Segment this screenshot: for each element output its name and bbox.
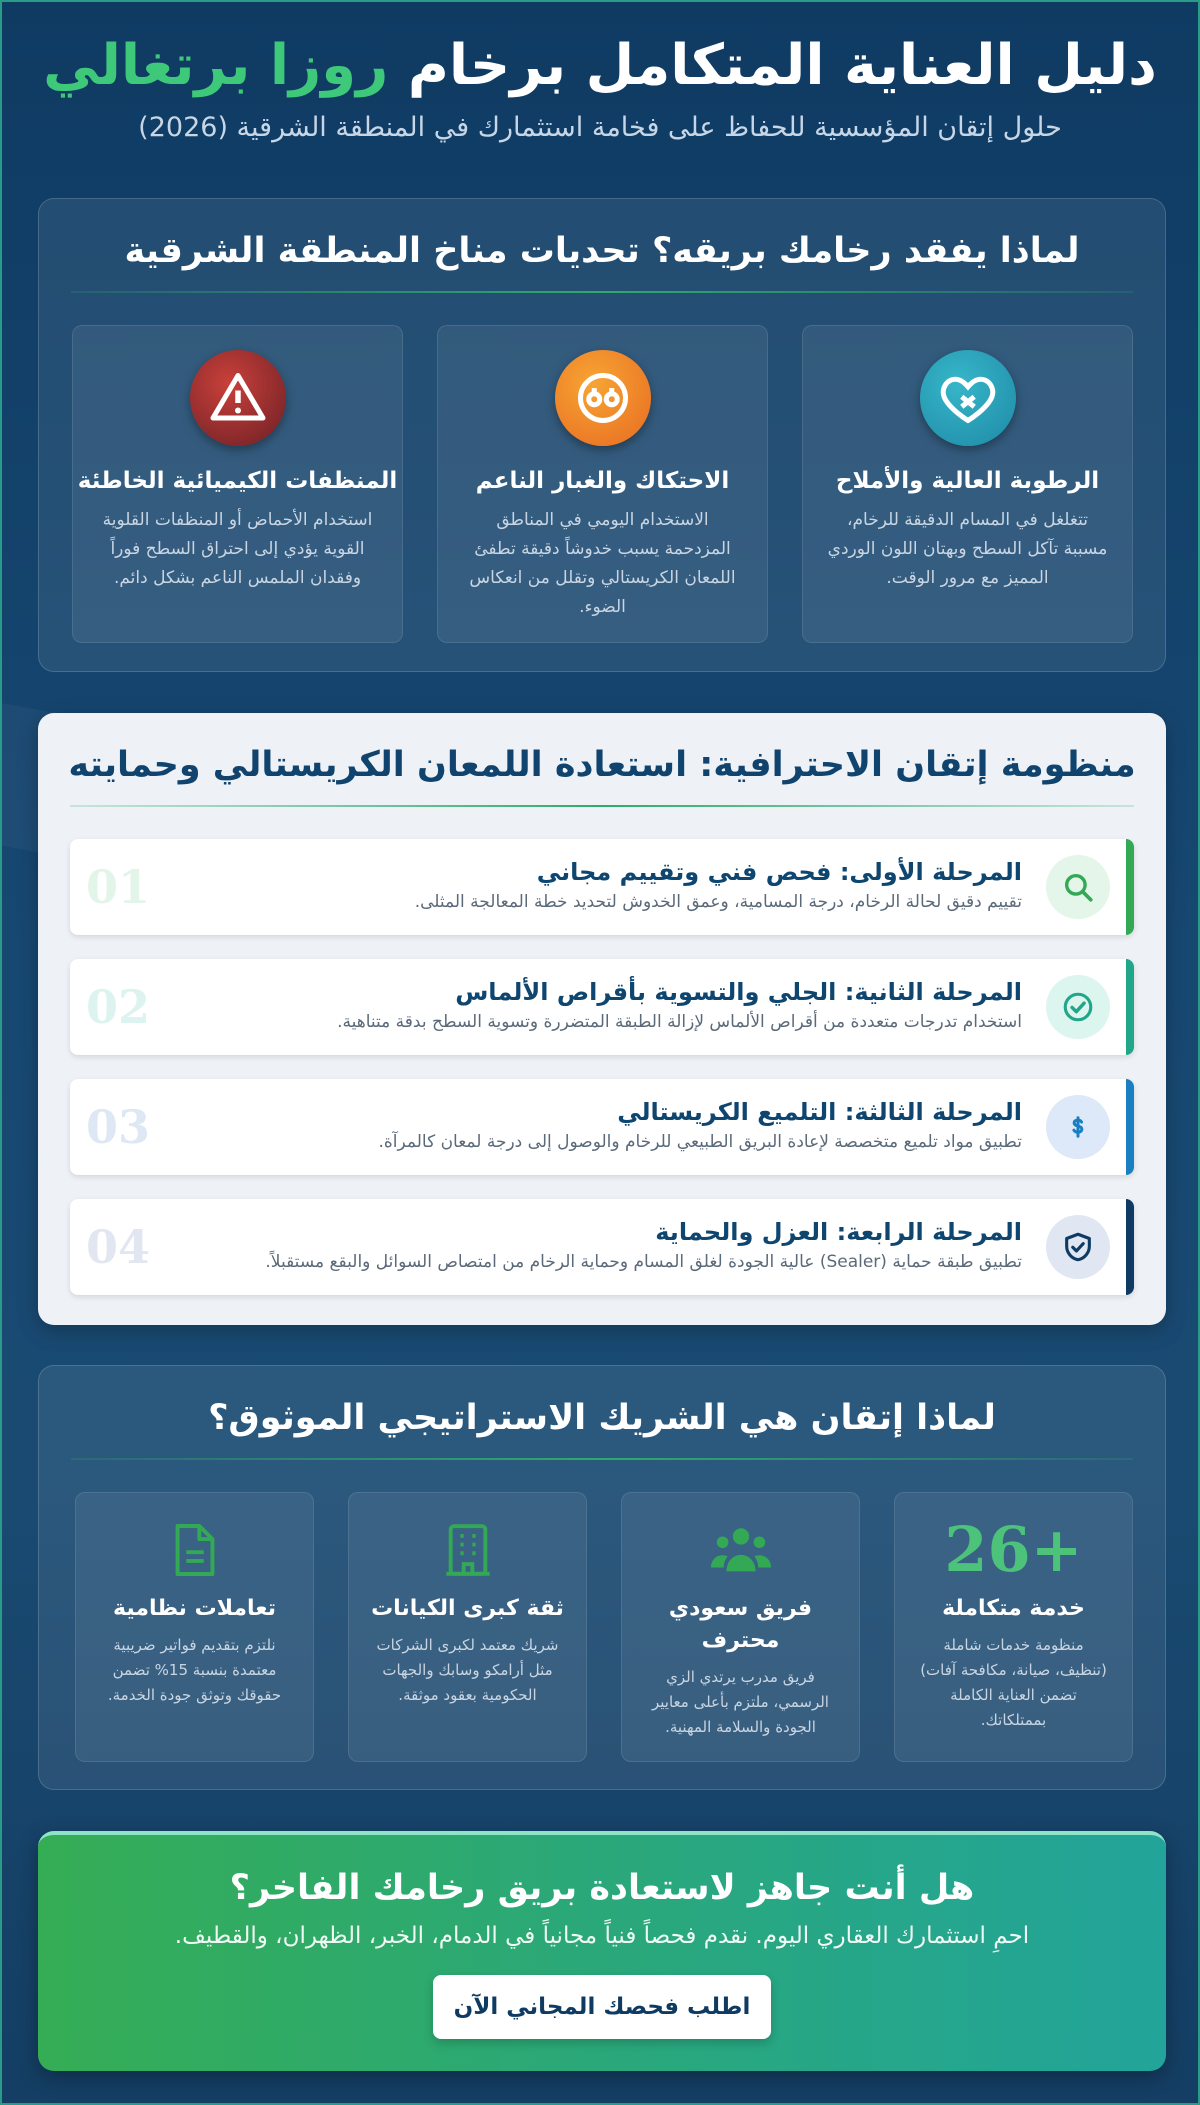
phase-number: 04 xyxy=(86,1220,151,1274)
cta-title: هل أنت جاهز لاستعادة بريق رخامك الفاخر؟ xyxy=(229,1868,975,1908)
building-icon xyxy=(349,1521,586,1579)
challenge-desc: تتغلغل في المسام الدقيقة للرخام، مسببة تآكل السطح وبهتان اللون الوردي المميز مع مرور الوقت. xyxy=(827,510,1108,588)
challenge-card-friction xyxy=(437,325,768,643)
phase-accent-bar xyxy=(1126,1079,1134,1175)
warning-icon xyxy=(190,350,286,446)
challenges-title: لماذا يفقد رخامك بريقه؟ تحديات مناخ المنطقة الشرقية xyxy=(124,231,1080,271)
challenge-card-chemicals xyxy=(72,325,403,643)
request-free-inspection-button[interactable]: اطلب فحصك المجاني الآن xyxy=(433,1975,771,2039)
partner-name: خدمة متكاملة xyxy=(942,1596,1085,1621)
partner-card-trust xyxy=(348,1492,587,1762)
phase-name: المرحلة الثانية: الجلي والتسوية بأقراص الألماس xyxy=(455,978,1022,1006)
partners-section xyxy=(38,1365,1166,1790)
phase-number: 03 xyxy=(86,1100,151,1154)
phase-number: 02 xyxy=(86,980,151,1034)
page-title xyxy=(2,28,1198,104)
challenge-desc: استخدام الأحماض أو المنظفات القلوية القوية يؤدي إلى احتراق السطح فوراً وفقدان الملمس الناعم بشكل دائم. xyxy=(102,510,373,588)
heart-icon xyxy=(920,350,1016,446)
challenge-name: المنظفات الكيميائية الخاطئة xyxy=(77,468,398,494)
partner-card-compliance xyxy=(75,1492,314,1762)
phase-accent-bar xyxy=(1126,839,1134,935)
phase-name: المرحلة الأولى: فحص فني وتقييم مجاني xyxy=(536,858,1022,886)
header xyxy=(2,2,1198,177)
phase-card-1 xyxy=(70,839,1134,935)
phase-name: المرحلة الرابعة: العزل والحماية xyxy=(655,1218,1022,1246)
partner-desc: منظومة خدمات شاملة (تنظيف، صيانة، مكافحة آفات) تضمن العناية الكاملة بممتلكاتك. xyxy=(920,1636,1107,1729)
team-icon xyxy=(622,1521,859,1579)
shield-check-icon xyxy=(1046,1215,1110,1279)
phase-desc: تطبيق طبقة حماية (Sealer) عالية الجودة لغلق المسام وحماية الرخام من امتصاص السوائل والبقع مستقبلاً. xyxy=(265,1252,1022,1272)
phase-card-4 xyxy=(70,1199,1134,1295)
partner-card-team xyxy=(621,1492,860,1762)
phase-card-2 xyxy=(70,959,1134,1055)
phase-accent-bar xyxy=(1126,959,1134,1055)
partner-desc: شريك معتمد لكبرى الشركات مثل أرامكو وسابك والجهات الحكومية بعقود موثقة. xyxy=(376,1636,559,1704)
challenge-desc: الاستخدام اليومي في المناطق المزدحمة يسبب خدوشاً دقيقة تطفئ اللمعان الكريستالي وتقلل من انعكاس الضوء. xyxy=(469,510,736,617)
partner-desc: نلتزم بتقديم فواتير ضريبية معتمدة بنسبة 15% تضمن حقوقك وتوثق جودة الخدمة. xyxy=(107,1636,282,1704)
partner-name: فريق سعودي محترف xyxy=(668,1596,813,1653)
title-main: دليل العناية المتكامل برخام xyxy=(407,33,1157,98)
friction-icon xyxy=(555,350,651,446)
phases-title: منظومة إتقان الاحترافية: استعادة اللمعان الكريستالي وحمايته xyxy=(68,745,1136,785)
challenge-name: الرطوبة العالية والأملاح xyxy=(835,468,1100,494)
search-icon xyxy=(1046,855,1110,919)
partner-desc: فريق مدرب يرتدي الزي الرسمي، ملتزم بأعلى معايير الجودة والسلامة المهنية. xyxy=(652,1668,829,1736)
phase-desc: تطبيق مواد تلميع متخصصة لإعادة البريق الطبيعي للرخام والوصول إلى درجة لمعان كالمرآة. xyxy=(378,1132,1022,1152)
challenge-card-humidity xyxy=(802,325,1133,643)
partner-name: ثقة كبرى الكيانات xyxy=(371,1596,564,1621)
cta-section xyxy=(38,1831,1166,2071)
partner-card-services xyxy=(894,1492,1133,1762)
cta-subtitle: احمِ استثمارك العقاري اليوم. نقدم فحصاً فنياً مجانياً في الدمام، الخبر، الظهران، والقطيف. xyxy=(174,1923,1030,1949)
services-count: 26+ xyxy=(944,1513,1083,1586)
phase-accent-bar xyxy=(1126,1199,1134,1295)
dollar-icon xyxy=(1046,1095,1110,1159)
phases-section xyxy=(38,713,1166,1325)
page-subtitle: حلول إتقان المؤسسية للحفاظ على فخامة استثمارك في المنطقة الشرقية (2026) xyxy=(138,112,1062,143)
check-circle-icon xyxy=(1046,975,1110,1039)
partners-title: لماذا إتقان هي الشريك الاستراتيجي الموثوق؟ xyxy=(208,1398,996,1438)
phase-desc: تقييم دقيق لحالة الرخام، درجة المسامية، وعمق الخدوش لتحديد خطة المعالجة المثلى. xyxy=(414,892,1022,912)
phase-number: 01 xyxy=(86,860,151,914)
title-brand: روزا برتغالي xyxy=(43,33,389,98)
challenges-section xyxy=(38,198,1166,672)
document-icon xyxy=(76,1521,313,1579)
phase-desc: استخدام تدرجات متعددة من أقراص الألماس لإزالة الطبقة المتضررة وتسوية السطح بدقة متناهية. xyxy=(337,1012,1022,1032)
phase-name: المرحلة الثالثة: التلميع الكريستالي xyxy=(617,1098,1022,1126)
partner-name: تعاملات نظامية xyxy=(113,1596,276,1621)
phase-card-3 xyxy=(70,1079,1134,1175)
challenge-name: الاحتكاك والغبار الناعم xyxy=(475,468,730,494)
